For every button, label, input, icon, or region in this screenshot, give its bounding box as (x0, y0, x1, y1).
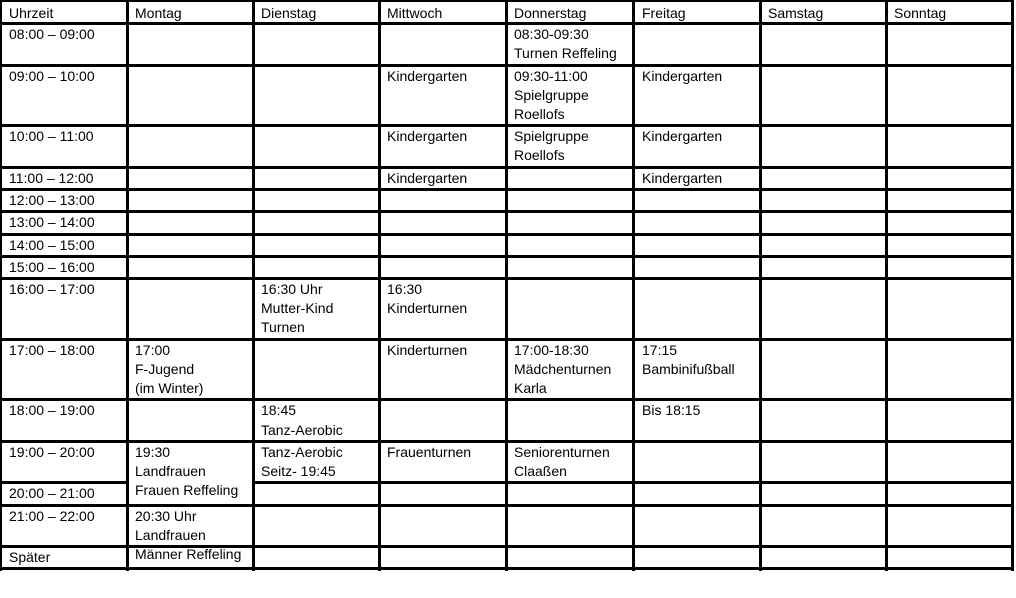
time-label: 08:00 – 09:00 (9, 26, 95, 42)
header-freitag: Freitag (642, 5, 686, 21)
header-dienstag: Dienstag (261, 5, 317, 21)
header-mittwoch: Mittwoch (387, 5, 443, 21)
entry-line: Mädchenturnen (514, 361, 612, 377)
time-label: Später (9, 549, 51, 565)
entry-line: F-Jugend (135, 361, 195, 377)
entry-line: Mutter-Kind (261, 300, 334, 316)
time-label: 17:00 – 18:00 (9, 342, 95, 358)
entry-line: Roellofs (514, 147, 565, 163)
entry-line: Turnen (261, 319, 305, 335)
entry-line: Karla (514, 380, 547, 396)
entry-line: Kindergarten (642, 170, 723, 186)
entry-line: Claaßen (514, 463, 567, 479)
entry-line: 17:00-18:30 (514, 342, 589, 358)
entry-line: Frauenturnen (387, 444, 472, 460)
time-label: 10:00 – 11:00 (9, 128, 94, 144)
time-label: 20:00 – 21:00 (9, 485, 95, 501)
entry-line: Tanz-Aerobic (261, 422, 343, 438)
header-samstag: Samstag (768, 5, 824, 21)
entry-line: Spielgruppe (514, 128, 589, 144)
time-label: 15:00 – 16:00 (9, 259, 95, 275)
entry-line: Kinderturnen (387, 300, 468, 316)
time-label: 21:00 – 22:00 (9, 508, 95, 524)
entry-line: Kindergarten (642, 68, 723, 84)
entry-line: Bis 18:15 (642, 402, 701, 418)
time-label: 14:00 – 15:00 (9, 237, 95, 253)
entry-line: Kindergarten (387, 128, 468, 144)
entry-line: 17:15 (642, 342, 678, 358)
entry-line: Bambinifußball (642, 361, 735, 377)
entry-line: 19:30 (135, 444, 171, 460)
entry-line: 18:45 (261, 402, 297, 418)
entry-line: Kinderturnen (387, 342, 468, 358)
header-montag: Montag (135, 5, 182, 21)
entry-line: Kindergarten (387, 68, 468, 84)
entry-line: 16:30 Uhr (261, 281, 323, 297)
entry-line: Turnen Reffeling (514, 45, 617, 61)
time-label: 11:00 – 12:00 (9, 170, 94, 186)
time-label: 18:00 – 19:00 (9, 402, 95, 418)
time-label: 19:00 – 20:00 (9, 444, 95, 460)
grid-line (252, 0, 255, 571)
entry-line: Tanz-Aerobic (261, 444, 343, 460)
header-donnerstag: Donnerstag (514, 5, 587, 21)
entry-line: 08:30-09:30 (514, 26, 589, 42)
entry-line: Spielgruppe (514, 87, 589, 103)
entry-line: 17:00 (135, 342, 171, 358)
grid-line (1011, 0, 1014, 571)
entry-line: Seitz- 19:45 (261, 463, 336, 479)
entry-line: Männer Reffeling (135, 546, 242, 562)
entry-line: 09:30-11:00 (514, 68, 588, 84)
header-uhrzeit: Uhrzeit (9, 5, 54, 21)
time-label: 09:00 – 10:00 (9, 68, 95, 84)
time-label: 12:00 – 13:00 (9, 192, 95, 208)
entry-line: 20:30 Uhr (135, 508, 197, 524)
grid-line (759, 0, 762, 571)
grid-line (885, 0, 888, 571)
entry-line: Landfrauen (135, 527, 206, 543)
header-sonntag: Sonntag (894, 5, 947, 21)
time-label: 16:00 – 17:00 (9, 281, 95, 297)
entry-line: Kindergarten (642, 128, 723, 144)
grid-line (505, 0, 508, 571)
grid-line (126, 0, 129, 571)
entry-line: Frauen Reffeling (135, 482, 239, 498)
entry-line: Kindergarten (387, 170, 468, 186)
entry-line: (im Winter) (135, 380, 204, 396)
entry-line: 16:30 (387, 281, 423, 297)
time-label: 13:00 – 14:00 (9, 214, 95, 230)
entry-line: Roellofs (514, 106, 565, 122)
grid-line (632, 0, 635, 571)
entry-line: Seniorenturnen (514, 444, 610, 460)
grid-line (378, 0, 381, 571)
entry-line: Landfrauen (135, 463, 206, 479)
grid-line (0, 0, 2, 571)
